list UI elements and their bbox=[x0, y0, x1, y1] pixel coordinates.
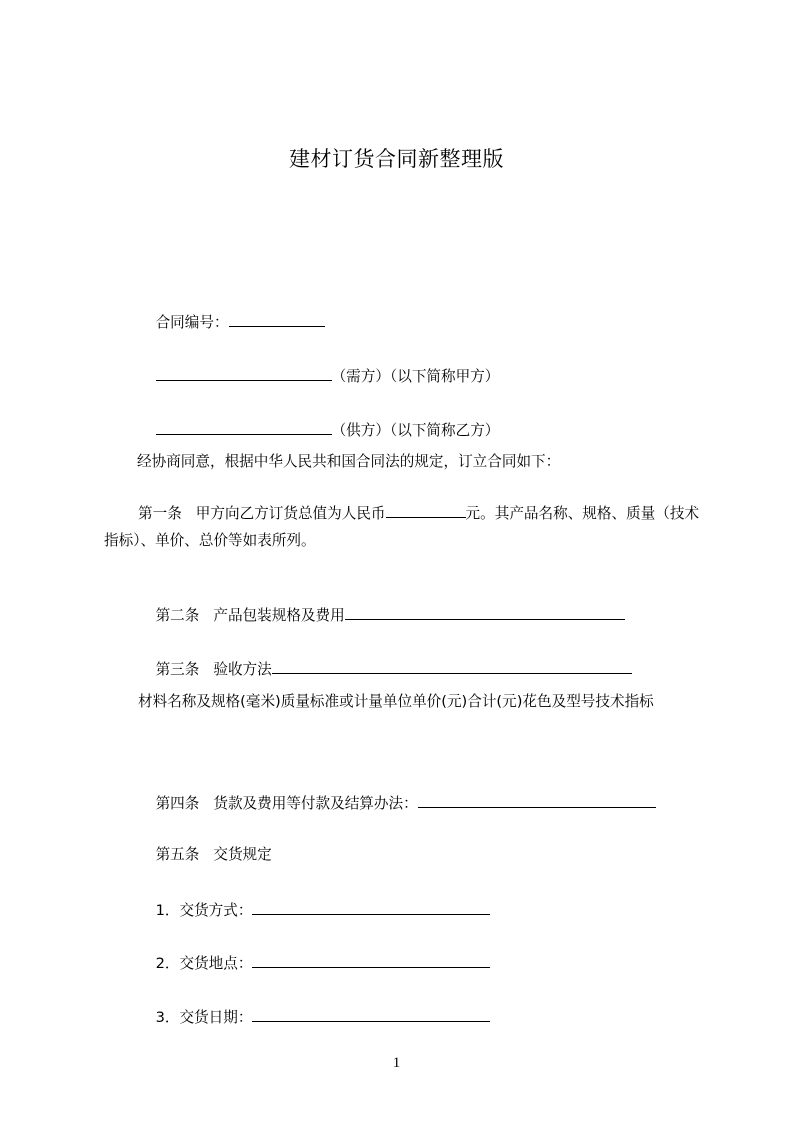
article-3-heading: 第三条 bbox=[155, 661, 200, 678]
buyer-line bbox=[137, 345, 499, 407]
page-number: 1 bbox=[392, 1055, 401, 1071]
document-title: 建材订货合同新整理版 bbox=[289, 147, 504, 171]
seller-suffix: （供方）（以下简称乙方） bbox=[331, 422, 500, 439]
article-2-text: 产品包装规格及费用 bbox=[213, 607, 345, 624]
delivery-method-blank[interactable] bbox=[252, 899, 490, 915]
table-header-paragraph: 材料名称及规格(毫米)质量标准或计量单位单价(元)合计(元)花色及型号技术指标 bbox=[138, 693, 654, 710]
buyer-suffix: （需方）（以下简称甲方） bbox=[331, 368, 500, 385]
article-4-text: 货款及费用等付款及结算办法： bbox=[213, 795, 418, 812]
article-1-paragraph bbox=[104, 500, 704, 554]
total-value-blank[interactable] bbox=[386, 502, 466, 518]
delivery-date-blank[interactable] bbox=[252, 1006, 490, 1022]
article-2-line bbox=[137, 584, 625, 646]
acceptance-blank[interactable] bbox=[272, 658, 632, 674]
article-5-line bbox=[137, 825, 272, 885]
article-1-heading: 第一条 bbox=[138, 505, 182, 522]
seller-name-blank[interactable] bbox=[156, 419, 332, 435]
article-2-heading: 第二条 bbox=[155, 607, 200, 624]
contract-number-blank[interactable] bbox=[229, 311, 325, 327]
article-1-text-b: 元。其产品名称、规格、质量（技术指标）、单价、总价等如表所列。 bbox=[104, 505, 700, 549]
delivery-place-line bbox=[137, 932, 490, 994]
delivery-date-line bbox=[137, 986, 490, 1048]
article-4-heading: 第四条 bbox=[155, 795, 200, 812]
delivery-method-label: 1．交货方式： bbox=[155, 902, 253, 919]
delivery-place-blank[interactable] bbox=[252, 952, 490, 968]
article-5-heading: 第五条 bbox=[155, 846, 200, 863]
article-3-text: 验收方法 bbox=[213, 661, 272, 678]
article-5-text: 交货规定 bbox=[213, 846, 272, 863]
delivery-date-label: 3．交货日期： bbox=[155, 1009, 253, 1026]
packaging-blank[interactable] bbox=[345, 604, 625, 620]
contract-number-line bbox=[137, 291, 325, 353]
article-1-text-a: 甲方向乙方订货总值为人民币 bbox=[195, 505, 386, 522]
delivery-place-label: 2．交货地点： bbox=[155, 955, 253, 972]
intro-paragraph: 经协商同意，根据中华人民共和国合同法的规定，订立合同如下： bbox=[137, 453, 561, 470]
payment-blank[interactable] bbox=[418, 792, 656, 808]
buyer-name-blank[interactable] bbox=[156, 365, 332, 381]
contract-number-label: 合同编号： bbox=[155, 314, 229, 331]
